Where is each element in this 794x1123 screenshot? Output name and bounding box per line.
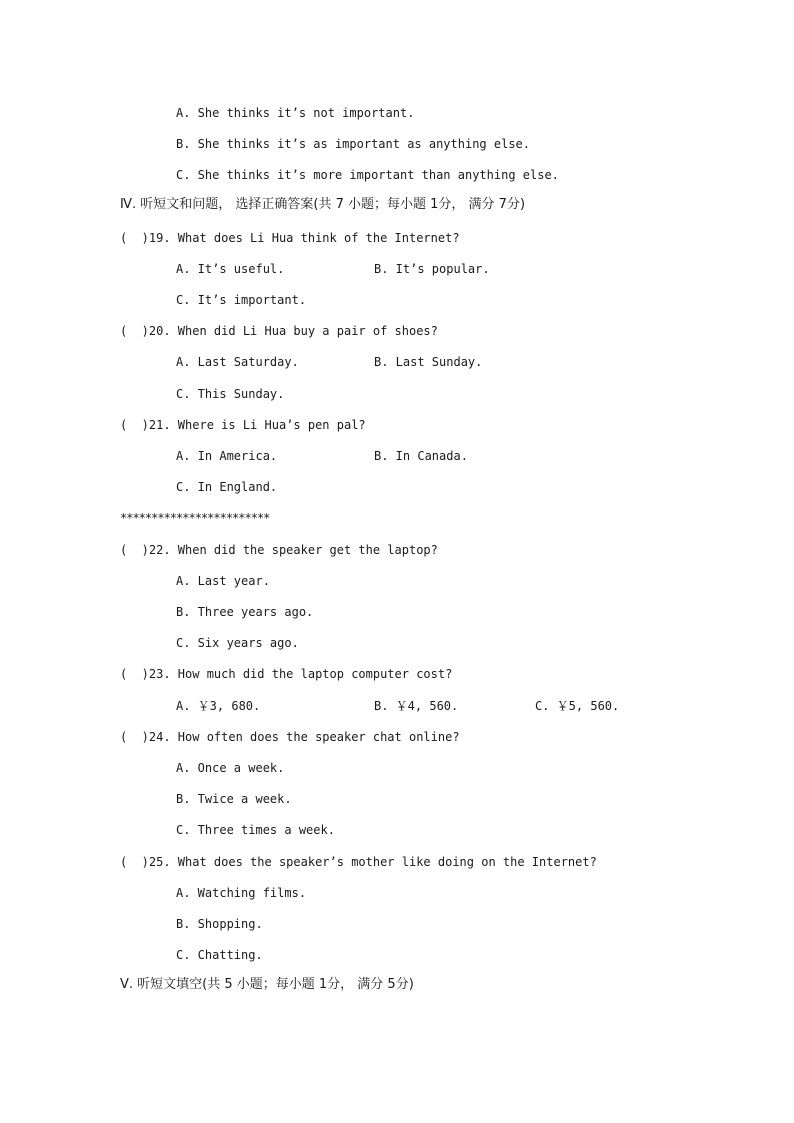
option-c: C. She thinks it’s more important than anything else. — [176, 168, 559, 182]
option-a: A. Once a week. — [176, 761, 285, 775]
question-stem: ( )25. What does the speaker’s mother like doing on the Internet? — [120, 855, 597, 869]
option-a: A. Watching films. — [176, 886, 307, 900]
option-c: C. Six years ago. — [176, 636, 299, 650]
question-stem: ( )22. When did the speaker get the laptop? — [120, 543, 438, 557]
option-a: A. It’s useful. — [176, 262, 285, 276]
question-stem: ( )21. Where is Li Hua’s pen pal? — [120, 418, 366, 432]
question-stem: ( )19. What does Li Hua think of the Internet? — [120, 231, 460, 245]
option-b: B. Shopping. — [176, 917, 263, 931]
option-c: C. This Sunday. — [176, 387, 285, 401]
option-c: C. Chatting. — [176, 948, 263, 962]
option-b: B. It’s popular. — [374, 262, 490, 276]
option-c: C. Three times a week. — [176, 823, 335, 837]
separator: ************************ — [120, 511, 270, 525]
option-a: A. In America. — [176, 449, 278, 463]
option-a: A. ￥3, 680. — [176, 699, 261, 713]
option-b: B. Twice a week. — [176, 792, 292, 806]
option-c: C. ￥5, 560. — [535, 699, 620, 713]
question-stem: ( )20. When did Li Hua buy a pair of shoes? — [120, 324, 438, 338]
option-b: B. She thinks it’s as important as anything else. — [176, 137, 531, 151]
option-b: B. In Canada. — [374, 449, 468, 463]
option-c: C. It’s important. — [176, 293, 307, 307]
option-b: B. Three years ago. — [176, 605, 314, 619]
question-stem: ( )24. How often does the speaker chat online? — [120, 730, 460, 744]
question-stem: ( )23. How much did the laptop computer cost? — [120, 667, 453, 681]
option-b: B. Last Sunday. — [374, 355, 483, 369]
option-c: C. In England. — [176, 480, 278, 494]
section-heading-5: Ⅴ. 听短文填空(共 5 小题；每小题 1分， 满分 5分) — [120, 977, 414, 992]
option-a: A. Last Saturday. — [176, 355, 299, 369]
option-a: A. Last year. — [176, 574, 270, 588]
option-b: B. ￥4, 560. — [374, 699, 459, 713]
option-a: A. She thinks it’s not important. — [176, 106, 415, 120]
section-heading-4: Ⅳ. 听短文和问题， 选择正确答案(共 7 小题；每小题 1分， 满分 7分) — [120, 197, 526, 212]
